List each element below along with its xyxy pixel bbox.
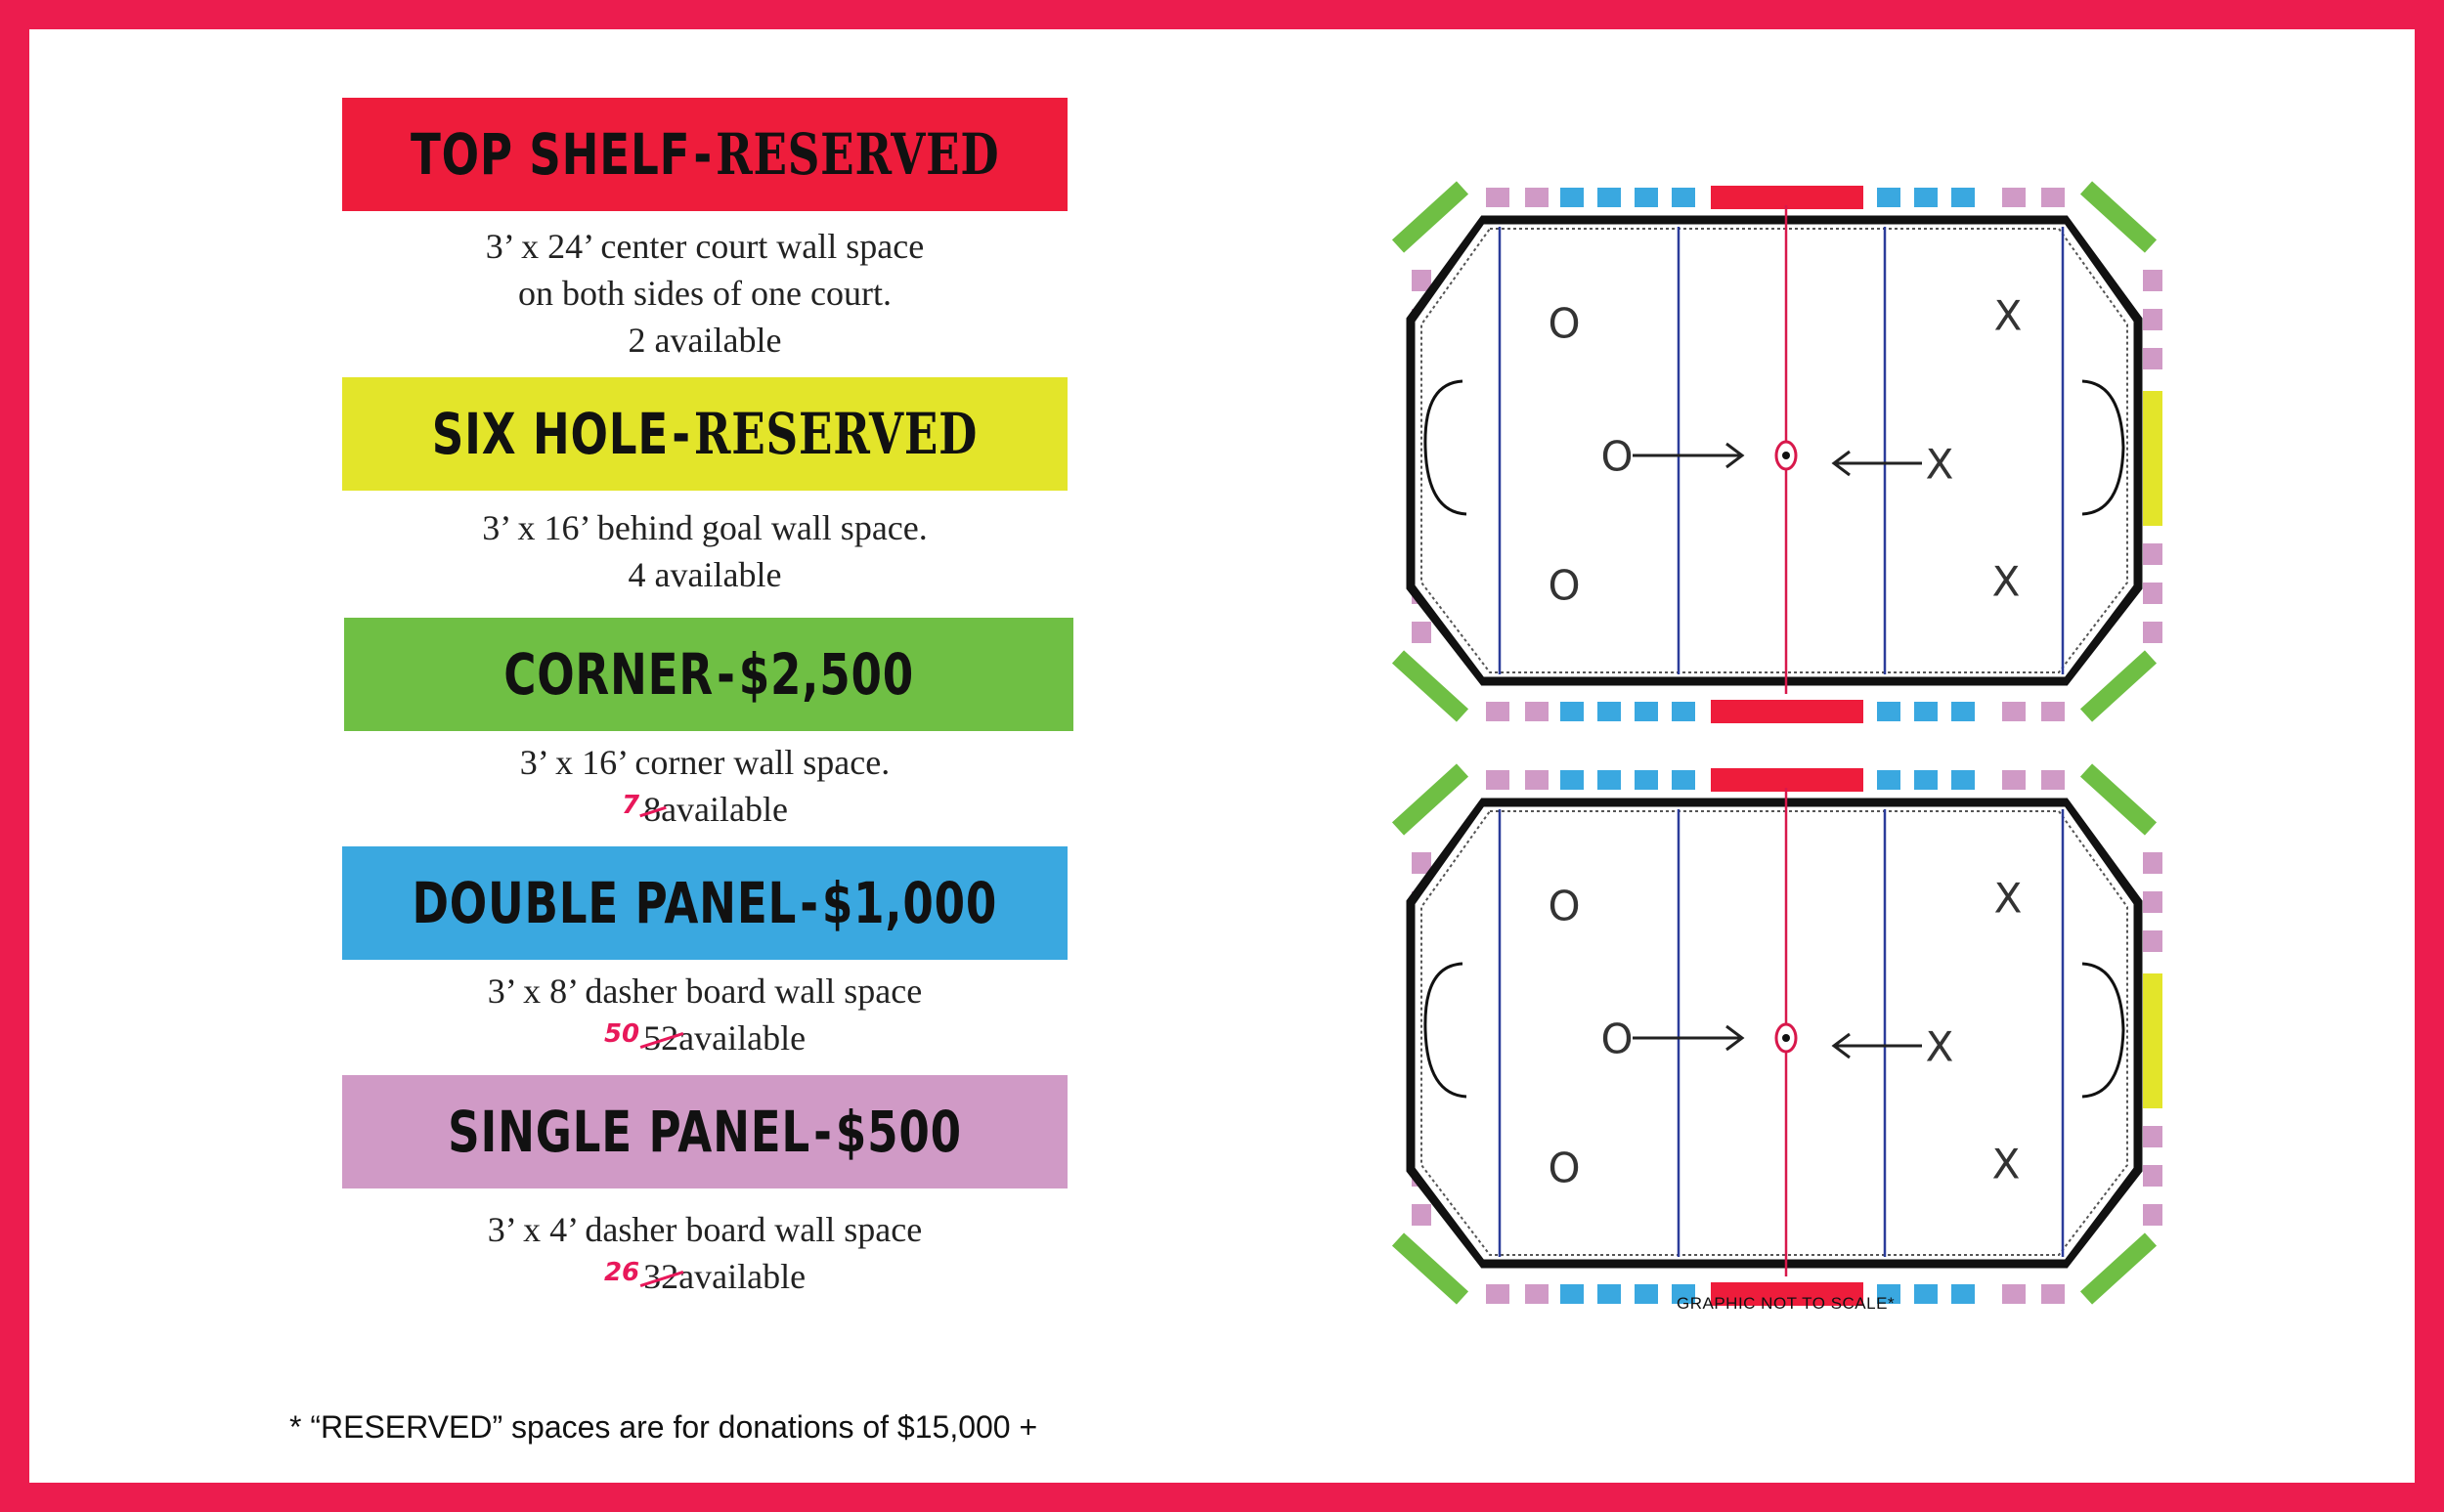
desc-six-hole — [342, 504, 1068, 598]
double-panel-top — [1914, 188, 1938, 207]
home-player-mark: O — [1548, 1144, 1581, 1192]
corner-tl — [1398, 770, 1462, 829]
availability — [342, 1015, 1068, 1065]
page-canvas — [29, 29, 2415, 1483]
double-panel-top — [1560, 770, 1584, 790]
tier-name: CORNER — [503, 641, 714, 708]
desc-line: on both sides of one court. — [518, 274, 892, 313]
top-shelf-bottom — [1711, 700, 1863, 723]
double-panel-bottom — [1914, 1284, 1938, 1304]
single-panel-right — [2143, 543, 2162, 565]
separator: - — [800, 870, 819, 936]
tier-price: $1,000 — [822, 870, 998, 936]
double-panel-bottom — [1951, 1284, 1975, 1304]
single-panel-left — [1412, 622, 1431, 643]
double-panel-bottom — [1672, 702, 1695, 721]
banner-six-hole — [342, 377, 1068, 491]
single-panel-bottom — [2041, 702, 2065, 721]
rink-boards — [1412, 221, 2137, 680]
double-panel-bottom — [1597, 702, 1621, 721]
tier-price: RESERVED — [715, 121, 1000, 188]
corner-bl — [1398, 1239, 1462, 1298]
desc-line: 3’ x 16’ corner wall space. — [519, 743, 891, 782]
double-panel-top — [1951, 188, 1975, 207]
single-panel-right — [2143, 270, 2162, 291]
double-panel-top — [1560, 188, 1584, 207]
double-panel-bottom — [1635, 702, 1658, 721]
away-player-mark: X — [1925, 1022, 1954, 1071]
away-player-mark: X — [1993, 291, 2023, 340]
double-panel-bottom — [1635, 1284, 1658, 1304]
home-player-mark: O — [1548, 561, 1581, 610]
away-player-mark: X — [1925, 440, 1954, 489]
desc-line: 3’ x 4’ dasher board wall space — [487, 1210, 923, 1249]
single-panel-top — [2002, 188, 2026, 207]
footnote: * “RESERVED” spaces are for donations of $15,000 + — [289, 1409, 1038, 1445]
corner-br — [2086, 657, 2151, 715]
double-panel-top — [1877, 770, 1900, 790]
single-panel-bottom — [2041, 1284, 2065, 1304]
single-panel-bottom — [2002, 702, 2026, 721]
corner-br — [2086, 1239, 2151, 1298]
rink-diagram-top — [1369, 145, 2180, 743]
single-panel-right — [2143, 583, 2162, 604]
single-panel-right — [2143, 1126, 2162, 1147]
availability — [342, 1253, 1068, 1304]
tier-price: $2,500 — [738, 641, 914, 708]
crossed-out-count: 8 — [643, 786, 661, 833]
single-panel-top — [1486, 188, 1509, 207]
single-panel-top — [2041, 188, 2065, 207]
single-panel-right — [2143, 309, 2162, 330]
desc-line: 3’ x 24’ center court wall space — [485, 227, 925, 266]
double-panel-bottom — [1951, 702, 1975, 721]
crossed-out-count: 52 — [643, 1015, 678, 1061]
banner-top-shelf — [342, 98, 1068, 211]
away-player-mark: X — [1991, 557, 2021, 606]
rink-boards — [1412, 803, 2137, 1263]
banner-single-panel — [342, 1075, 1068, 1188]
scale-note: GRAPHIC NOT TO SCALE* — [1677, 1294, 1896, 1313]
six-hole-right — [2143, 391, 2162, 526]
banner-corner — [344, 618, 1073, 731]
availability-label: available — [678, 1257, 807, 1296]
single-panel-bottom — [1525, 702, 1549, 721]
corner-tr — [2086, 188, 2151, 246]
availability — [342, 786, 1068, 837]
tier-price: RESERVED — [693, 401, 979, 467]
double-panel-top — [1914, 770, 1938, 790]
rink-diagram-bottom — [1369, 727, 2180, 1325]
single-panel-right — [2143, 1165, 2162, 1187]
availability: 4 available — [628, 555, 782, 594]
separator: - — [716, 641, 736, 708]
banner-double-panel — [342, 846, 1068, 960]
single-panel-bottom — [2002, 1284, 2026, 1304]
single-panel-top — [1525, 770, 1549, 790]
single-panel-right — [2143, 852, 2162, 874]
home-player-mark: O — [1600, 432, 1634, 481]
corrected-count: 50 — [603, 1019, 640, 1049]
double-panel-bottom — [1914, 702, 1938, 721]
desc-top-shelf — [342, 223, 1068, 364]
desc-corner — [342, 739, 1068, 837]
separator: - — [693, 121, 713, 188]
six-hole-right — [2143, 973, 2162, 1108]
corrected-count: 7 — [621, 791, 640, 820]
desc-line: 3’ x 8’ dasher board wall space — [487, 972, 923, 1011]
double-panel-top — [1877, 188, 1900, 207]
corner-bl — [1398, 657, 1462, 715]
double-panel-bottom — [1560, 702, 1584, 721]
desc-double-panel — [342, 968, 1068, 1065]
single-panel-bottom — [1486, 702, 1509, 721]
double-panel-top — [1597, 188, 1621, 207]
double-panel-top — [1635, 188, 1658, 207]
single-panel-top — [2041, 770, 2065, 790]
center-dot — [1782, 452, 1790, 459]
double-panel-top — [1951, 770, 1975, 790]
corrected-count: 26 — [603, 1258, 640, 1287]
single-panel-right — [2143, 1204, 2162, 1226]
availability-label: available — [678, 1018, 807, 1058]
single-panel-top — [1486, 770, 1509, 790]
double-panel-bottom — [1597, 1284, 1621, 1304]
double-panel-top — [1672, 188, 1695, 207]
double-panel-bottom — [1877, 702, 1900, 721]
double-panel-top — [1597, 770, 1621, 790]
single-panel-bottom — [1486, 1284, 1509, 1304]
tier-name: SINGLE PANEL — [448, 1099, 811, 1165]
home-player-mark: O — [1548, 299, 1581, 348]
away-player-mark: X — [1993, 874, 2023, 923]
desc-line: 3’ x 16’ behind goal wall space. — [482, 508, 928, 547]
single-panel-top — [2002, 770, 2026, 790]
tier-name: DOUBLE PANEL — [412, 870, 798, 936]
availability-label: available — [661, 790, 788, 829]
center-dot — [1782, 1034, 1790, 1042]
single-panel-left — [1412, 270, 1431, 291]
tier-name: TOP SHELF — [410, 121, 691, 188]
single-panel-left — [1412, 1204, 1431, 1226]
double-panel-bottom — [1560, 1284, 1584, 1304]
desc-single-panel — [342, 1206, 1068, 1304]
home-player-mark: O — [1600, 1015, 1634, 1063]
separator: - — [813, 1099, 833, 1165]
tier-name: SIX HOLE — [431, 401, 670, 467]
single-panel-right — [2143, 622, 2162, 643]
separator: - — [672, 401, 691, 467]
double-panel-top — [1635, 770, 1658, 790]
home-player-mark: O — [1548, 882, 1581, 930]
single-panel-right — [2143, 930, 2162, 952]
tier-price: $500 — [835, 1099, 962, 1165]
double-panel-top — [1672, 770, 1695, 790]
single-panel-bottom — [1525, 1284, 1549, 1304]
single-panel-left — [1412, 852, 1431, 874]
corner-tr — [2086, 770, 2151, 829]
availability: 2 available — [628, 321, 782, 360]
single-panel-right — [2143, 891, 2162, 913]
crossed-out-count: 32 — [643, 1253, 678, 1300]
single-panel-top — [1525, 188, 1549, 207]
corner-tl — [1398, 188, 1462, 246]
away-player-mark: X — [1991, 1140, 2021, 1188]
single-panel-right — [2143, 348, 2162, 369]
